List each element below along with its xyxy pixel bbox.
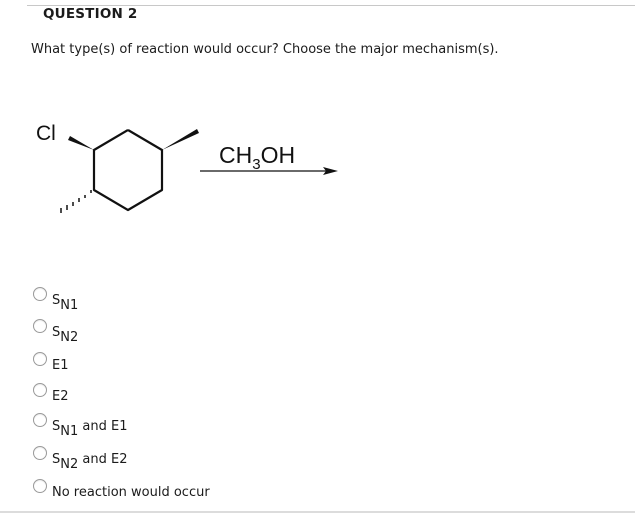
radio-button[interactable] — [33, 352, 47, 366]
option-label[interactable]: SN1 and E1 — [52, 419, 128, 439]
radio-button[interactable] — [33, 383, 47, 397]
reagent-label: $CH_3OH$ — [219, 142, 296, 173]
radio-button[interactable] — [33, 319, 47, 333]
option-label[interactable]: E2 — [52, 389, 69, 404]
radio-button[interactable] — [33, 413, 47, 427]
option-label[interactable]: SN2 — [52, 325, 79, 345]
option-label[interactable]: E1 — [52, 358, 69, 373]
question-prompt: What type(s) of reaction would occur? Choose the major mechanism(s). — [31, 42, 499, 57]
option-label[interactable]: SN2 and E2 — [52, 452, 128, 472]
radio-button[interactable] — [33, 479, 47, 493]
option-label[interactable]: No reaction would occur — [52, 485, 210, 500]
option-label[interactable]: SN1 — [52, 293, 79, 313]
radio-button[interactable] — [33, 446, 47, 460]
chlorine-label: Cl — [36, 122, 56, 145]
radio-button[interactable] — [33, 287, 47, 301]
footer-divider — [0, 511, 635, 513]
question-title: QUESTION 2 — [43, 6, 138, 22]
